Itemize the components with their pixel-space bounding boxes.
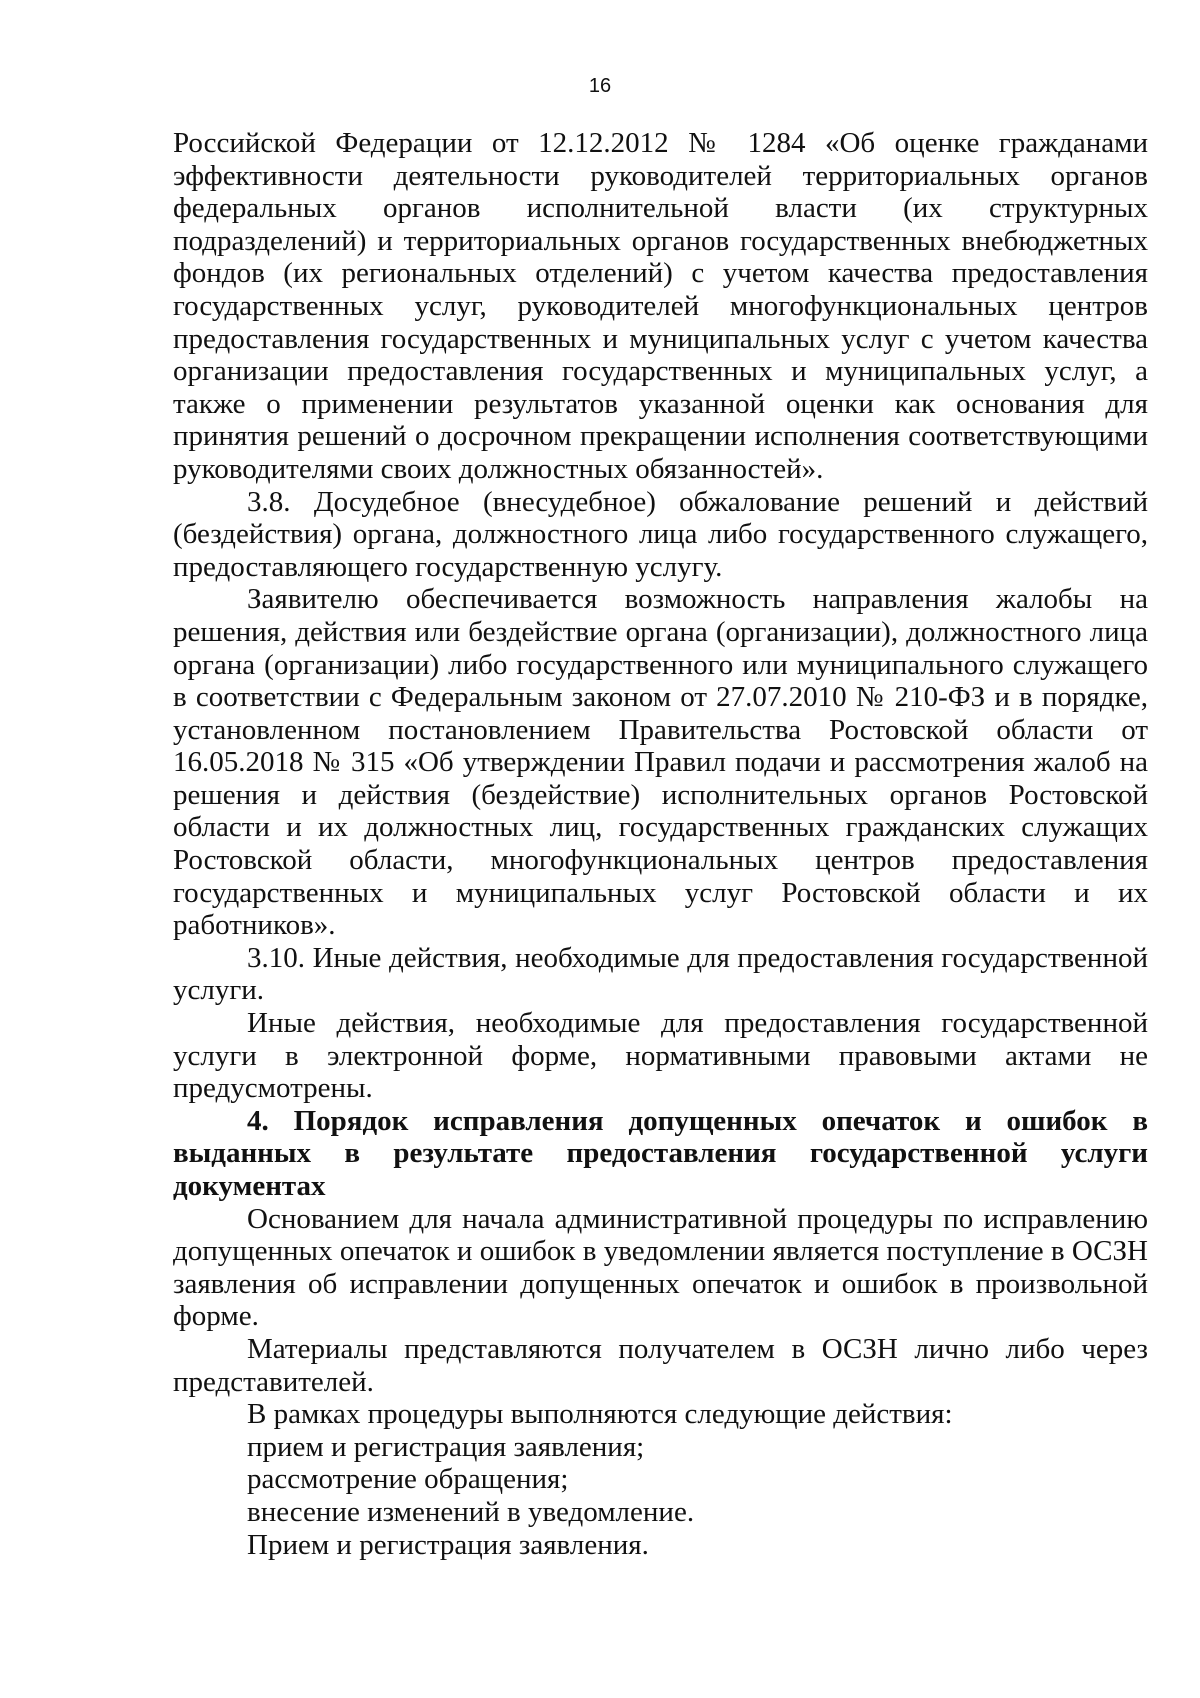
paragraph-complaint-right: Заявителю обеспечивается возможность направления жалобы на решения, действия или бездействие органа (организации), должностного лица органа (организации) либо государственного или муниципального служащего в соответствии с Федеральным законом от 27.07.2010 № 210-ФЗ и в порядке, установленном постановлением Правительства Ростовской области от 16.05.2018 № 315 «Об утверждении Правил подачи и рассмотрения жалоб на решения и действия (бездействие) исполнительных органов Ростовской области и их должностных лиц, государственных гражданских служащих Ростовской области, многофункциональных центров предоставления государственных и муниципальных услуг Ростовской области и их работников».: [173, 583, 1148, 942]
paragraph-materials: Материалы представляются получателем в ОСЗН лично либо через представителей.: [173, 1332, 1148, 1398]
list-item-action-2: рассмотрение обращения;: [247, 1463, 569, 1496]
document-body: [173, 127, 1148, 1561]
list-item-action-3: внесение изменений в уведомление.: [247, 1495, 695, 1528]
page-number: 16: [588, 75, 612, 97]
list-item-action-1: прием и регистрация заявления;: [247, 1430, 645, 1463]
paragraph-basis: Основанием для начала административной процедуры по исправлению допущенных опечаток и ошибок в уведомлении является поступление в ОСЗН заявления об исправлении допущенных опечаток и ошибок в произвольной форме.: [173, 1202, 1148, 1333]
paragraph-intro-continued: Российской Федерации от 12.12.2012 № 1284 «Об оценке гражданами эффективности деятельности руководителей территориальных органов федеральных органов исполнительной власти (их структурных подразделений) и территориальных органов государственных внебюджетных фондов (их региональных отделений) с учетом качества предоставления государственных услуг, руководителей многофункциональных центров предоставления государственных и муниципальных услуг с учетом качества организации предоставления государственных и муниципальных услуг, а также о применении результатов указанной оценки как основания для принятия решений о досрочном прекращении исполнения соответствующими руководителями своих должностных обязанностей».: [173, 127, 1148, 485]
paragraph-3-10-heading: 3.10. Иные действия, необходимые для предоставления государственной услуги.: [173, 941, 1148, 1007]
section-4-heading: 4. Порядок исправления допущенных опечаток и ошибок в выданных в результате предоставления государственной услуги документах: [173, 1104, 1148, 1202]
paragraph-final: Прием и регистрация заявления.: [247, 1528, 649, 1561]
paragraph-other-actions: Иные действия, необходимые для предоставления государственной услуги в электронной форме, нормативными правовыми актами не предусмотрены.: [173, 1007, 1148, 1105]
paragraph-3-8-heading: 3.8. Досудебное (внесудебное) обжалование решений и действий (бездействия) органа, должностного лица либо государственного служащего, предоставляющего государственную услугу.: [173, 485, 1148, 583]
paragraph-actions-intro: В рамках процедуры выполняются следующие действия:: [247, 1398, 953, 1431]
